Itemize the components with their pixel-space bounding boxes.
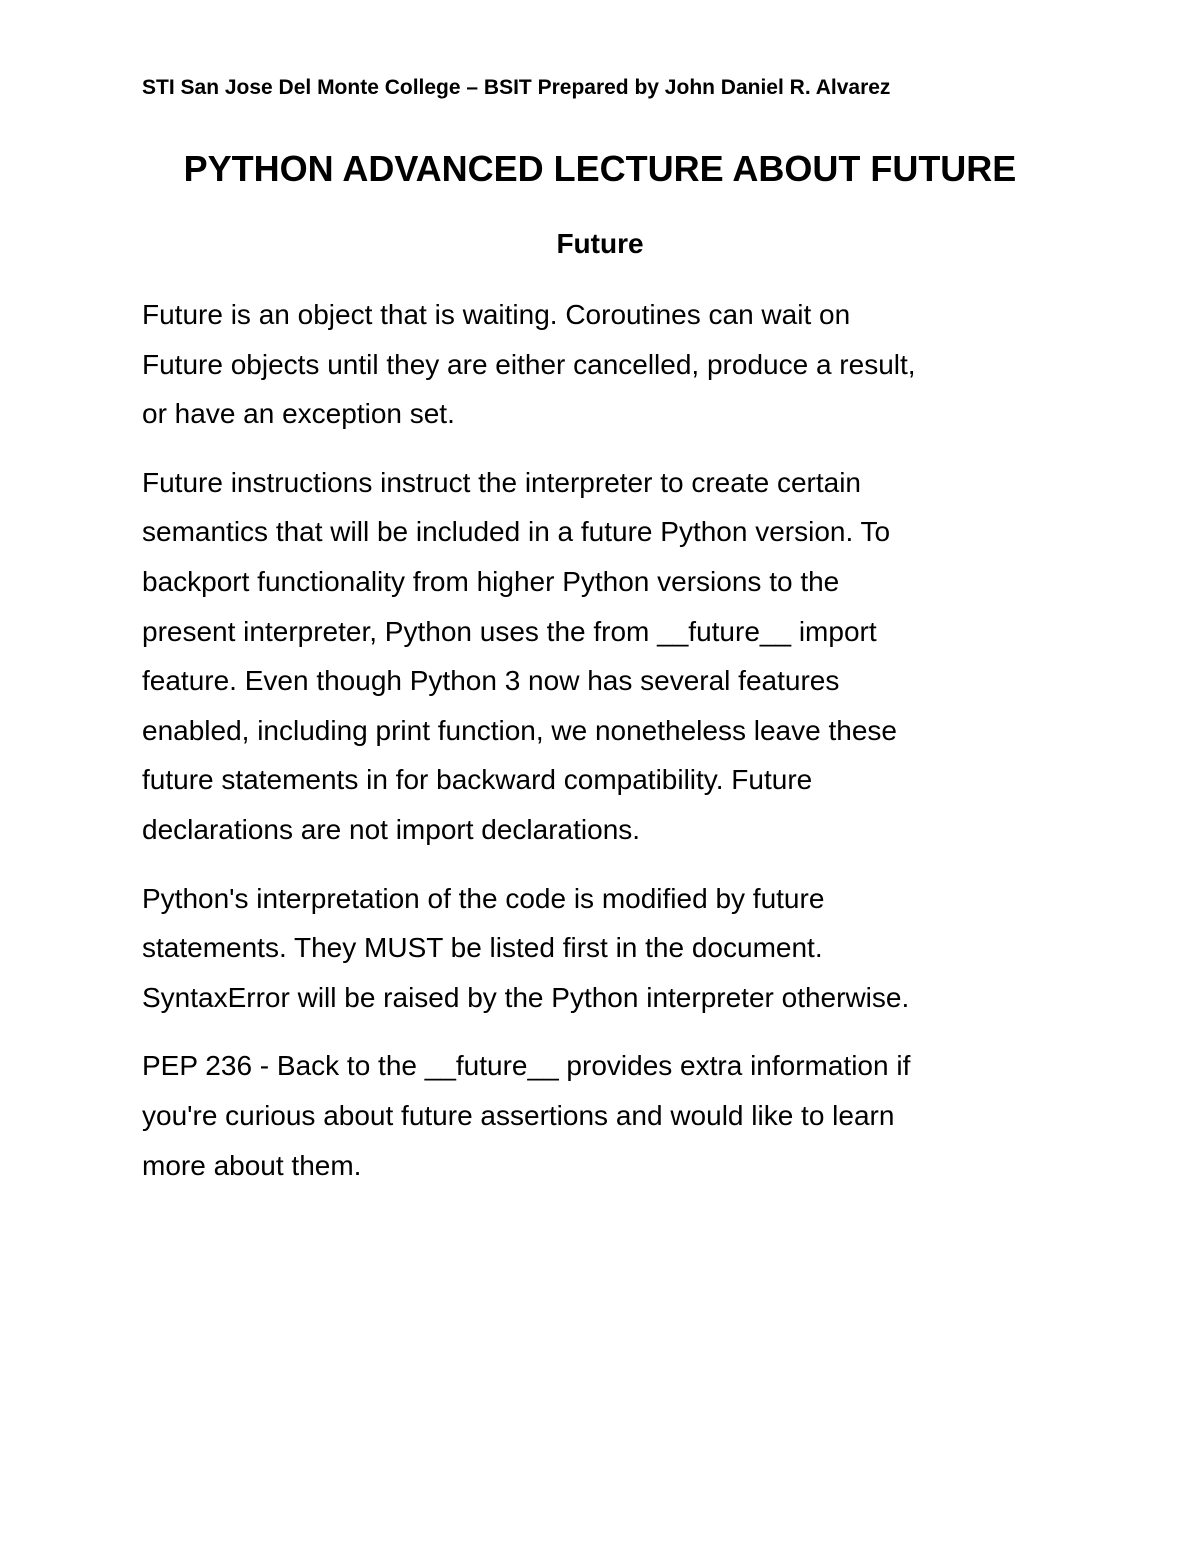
paragraph-line: statements. They MUST be listed first in the document. — [142, 932, 823, 964]
paragraph-line: Future instructions instruct the interpreter to create certain — [142, 466, 861, 498]
paragraph-line: more about them. — [142, 1149, 362, 1181]
paragraph-3 — [142, 874, 1062, 1023]
paragraph-line: Future is an object that is waiting. Coroutines can wait on — [142, 299, 851, 330]
paragraph-1 — [142, 290, 1062, 439]
paragraph-2 — [142, 458, 1062, 855]
paragraph-line: Python's interpretation of the code is modified by future — [142, 882, 825, 914]
paragraph-line: or have an exception set. — [142, 398, 455, 430]
section-heading: Future — [556, 228, 644, 259]
paragraph-line: declarations are not import declarations. — [142, 813, 641, 845]
document-body — [142, 290, 1062, 1209]
paragraph-line: SyntaxError will be raised by the Python interpreter otherwise. — [142, 981, 910, 1013]
paragraph-4 — [142, 1041, 1062, 1190]
paragraph-line: backport functionality from higher Python versions to the — [142, 565, 840, 597]
paragraph-line: Future objects until they are either cancelled, produce a result, — [142, 348, 916, 380]
paragraph-line: future statements in for backward compatibility. Future — [142, 764, 813, 796]
document-title: PYTHON ADVANCED LECTURE ABOUT FUTURE — [183, 148, 1017, 189]
paragraph-line: enabled, including print function, we nonetheless leave these — [142, 714, 897, 746]
paragraph-line: present interpreter, Python uses the from __future__ import — [142, 615, 877, 647]
paragraph-line: feature. Even though Python 3 now has several features — [142, 665, 840, 697]
paragraph-line: PEP 236 - Back to the __future__ provides extra information if — [142, 1050, 911, 1082]
page-header: STI San Jose Del Monte College – BSIT Prepared by John Daniel R. Alvarez — [142, 76, 891, 99]
paragraph-line: you're curious about future assertions and would like to learn — [142, 1099, 895, 1131]
paragraph-line: semantics that will be included in a future Python version. To — [142, 516, 891, 548]
